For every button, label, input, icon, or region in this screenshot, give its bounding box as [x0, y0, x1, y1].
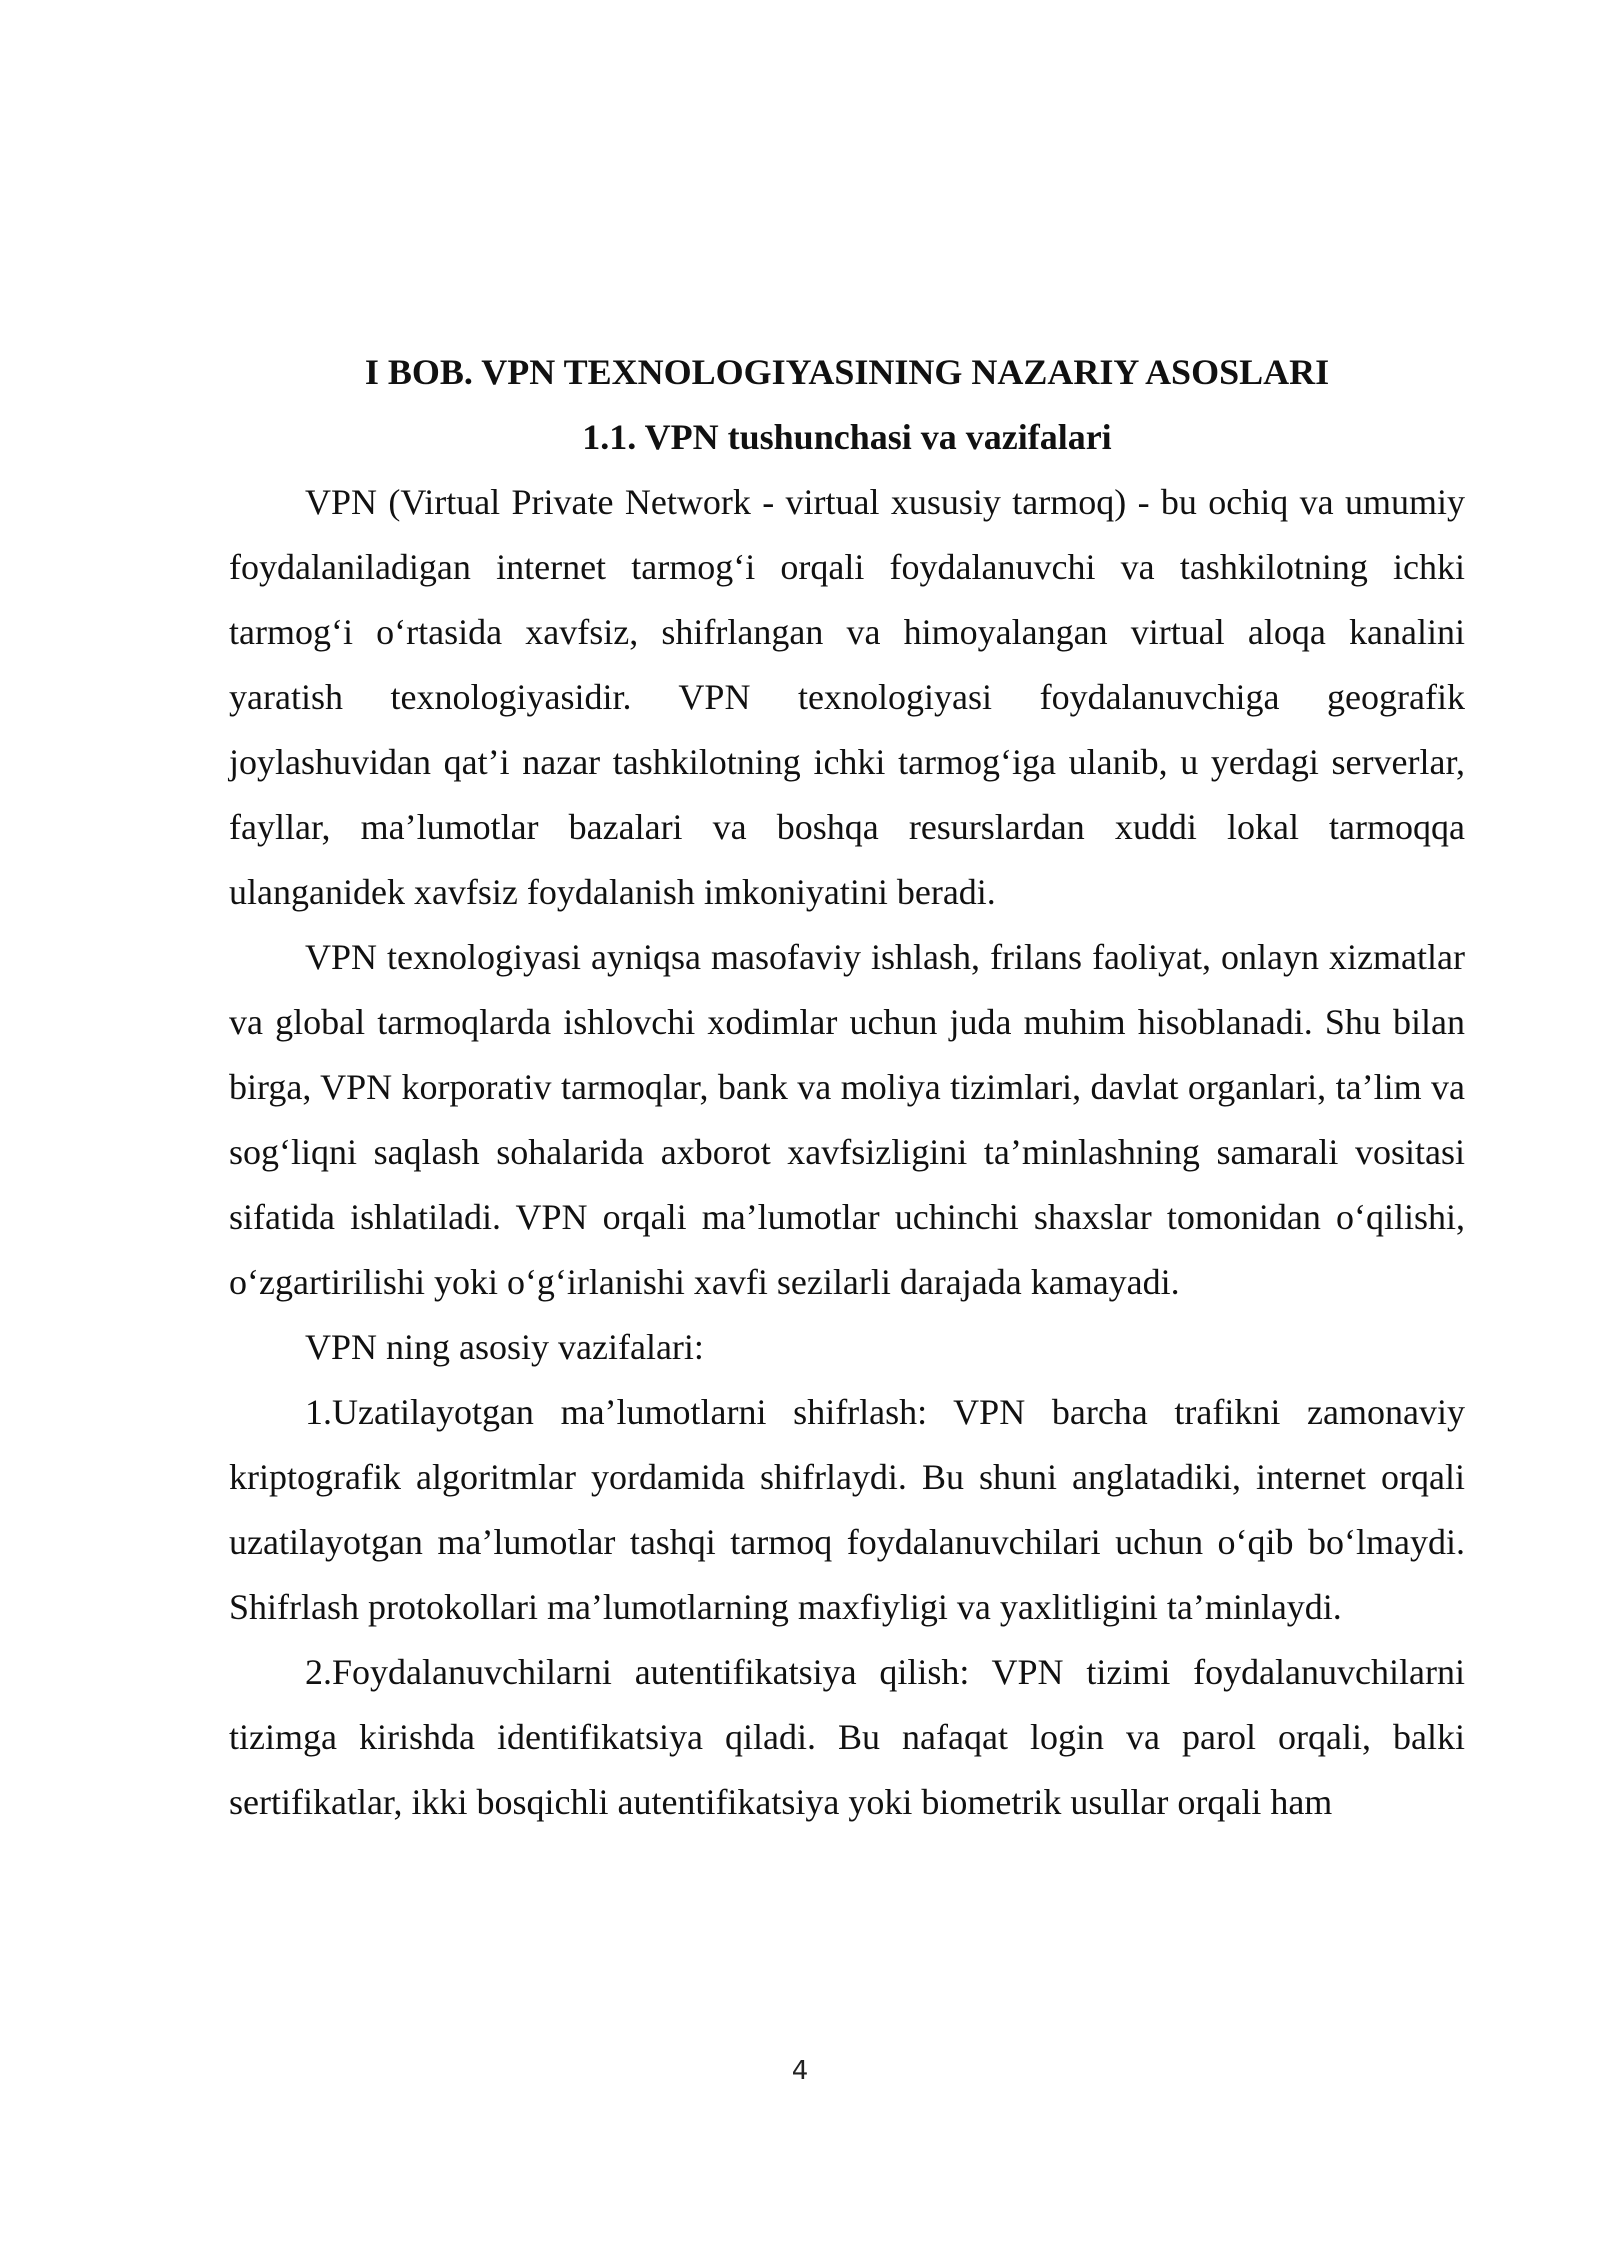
paragraph-functions-heading: VPN ning asosiy vazifalari: — [305, 1327, 704, 1367]
paragraph-vpn-definition: VPN (Virtual Private Network - virtual xususiy tarmoq) - bu ochiq va umumiy foydalaniladigan internet tarmog‘i orqali foydalanuvchi va tashkilotning ichki tarmog‘i o‘rtasida xavfsiz, shifrlangan va himoyalangan virtual aloqa kanalini yaratish texnologiyasidir. VPN texnologiyasi foydalanuvchiga geografik joylashuvidan qat’i nazar tashkilotning ichki tarmog‘iga ulanib, u yerdagi serverlar, fayllar, ma’lumotlar bazalari va boshqa resurslardan xuddi lokal tarmoqqa ulanganidek xavfsiz foydalanish imkoniyatini beradi. — [229, 482, 1465, 912]
page-content — [229, 340, 1465, 1835]
section-title: 1.1. VPN tushunchasi va vazifalari — [582, 417, 1112, 457]
chapter-title: I BOB. VPN TEXNOLOGIYASINING NAZARIY ASOSLARI — [364, 352, 1330, 392]
paragraph-vpn-importance: VPN texnologiyasi ayniqsa masofaviy ishlash, frilans faoliyat, onlayn xizmatlar va global tarmoqlarda ishlovchi xodimlar uchun juda muhim hisoblanadi. Shu bilan birga, VPN korporativ tarmoqlar, bank va moliya tizimlari, davlat organlari, ta’lim va sog‘liqni saqlash sohalarida axborot xavfsizligini ta’minlashning samarali vositasi sifatida ishlatiladi. VPN orqali ma’lumotlar uchinchi shaxslar tomonidan o‘qilishi, o‘zgartirilishi yoki o‘g‘irlanishi xavfi sezilarli darajada kamayadi. — [229, 937, 1465, 1302]
page-number: 4 — [791, 2056, 809, 2086]
paragraph-function-encryption: 1.Uzatilayotgan ma’lumotlarni shifrlash: VPN barcha trafikni zamonaviy kriptografik algoritmlar yordamida shifrlaydi. Bu shuni anglatadiki, internet orqali uzatilayotgan ma’lumotlar tashqi tarmoq foydalanuvchilari uchun o‘qib bo‘lmaydi. Shifrlash protokollari ma’lumotlarning maxfiyligi va yaxlitligini ta’minlaydi. — [229, 1392, 1465, 1627]
paragraph-function-authentication: 2.Foydalanuvchilarni autentifikatsiya qilish: VPN tizimi foydalanuvchilarni tizimga kirishda identifikatsiya qiladi. Bu nafaqat login va parol orqali, balki sertifikatlar, ikki bosqichli autentifikatsiya yoki biometrik usullar orqali ham — [229, 1652, 1465, 1822]
